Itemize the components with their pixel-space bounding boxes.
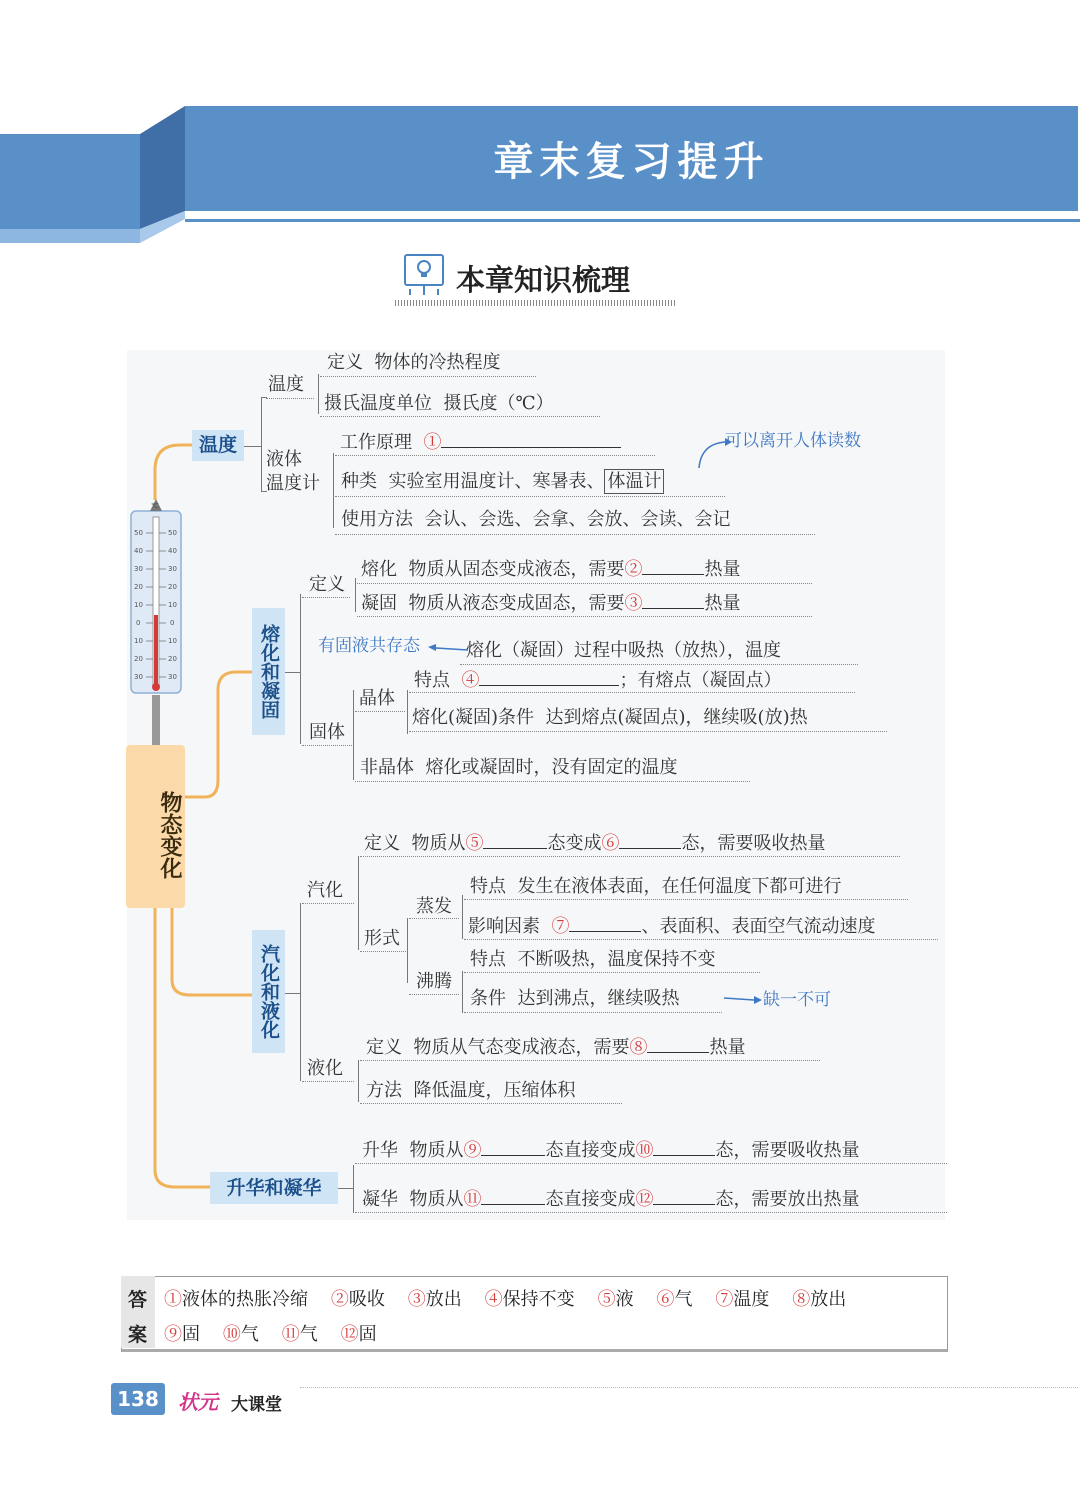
connector bbox=[353, 690, 354, 780]
thermo-tick: 40 bbox=[134, 547, 143, 555]
blank-number: ⑨ bbox=[463, 1140, 482, 1161]
divider bbox=[355, 1163, 947, 1164]
divider bbox=[360, 1060, 820, 1061]
principle-row bbox=[340, 433, 621, 452]
thermo-tick: 0 bbox=[136, 619, 141, 627]
blank-number: ⑩ bbox=[635, 1140, 654, 1161]
process-text: 熔化（凝固）过程中吸热（放热），温度 bbox=[466, 640, 781, 661]
answer-item: ⑧放出 bbox=[792, 1289, 847, 1310]
melt-label: 熔化 bbox=[361, 559, 397, 580]
divider bbox=[335, 534, 815, 535]
freeze-text: 物质从液态变成固态，需要 bbox=[408, 593, 625, 614]
thermo-tick: 10 bbox=[134, 601, 143, 609]
thermo-tick: 30 bbox=[168, 673, 177, 681]
answer-item: ④保持不变 bbox=[484, 1289, 575, 1310]
vap-def-label: 定义 bbox=[364, 833, 400, 854]
blank-number: ⑦ bbox=[551, 916, 570, 937]
dep-label: 凝华 bbox=[362, 1189, 398, 1210]
answer-item: ②吸收 bbox=[330, 1289, 385, 1310]
answer-item: ⑤液 bbox=[597, 1289, 634, 1310]
divider bbox=[355, 711, 405, 712]
def-row bbox=[327, 354, 500, 372]
divider bbox=[302, 597, 350, 598]
answer-item: ⑥气 bbox=[656, 1289, 693, 1310]
connector bbox=[338, 1188, 354, 1189]
connector bbox=[318, 374, 319, 414]
node-wendu: 温度 bbox=[268, 374, 304, 395]
divider bbox=[409, 692, 855, 693]
blank-number: ⑧ bbox=[629, 1037, 648, 1058]
page-number: 138 bbox=[111, 1383, 165, 1415]
connector bbox=[244, 446, 262, 447]
connector bbox=[358, 1060, 359, 1102]
sub-text: 态，需要吸收热量 bbox=[715, 1140, 860, 1161]
connector bbox=[462, 971, 463, 1013]
vap-def-text: 态，需要吸收热量 bbox=[681, 833, 826, 854]
types-text: 实验室用温度计、寒暑表、 bbox=[388, 471, 605, 492]
thermo-tick: 20 bbox=[134, 583, 143, 591]
answer-blank[interactable] bbox=[483, 834, 547, 849]
divider bbox=[335, 455, 655, 456]
evap-label: 蒸发 bbox=[416, 896, 452, 917]
thermo-unit: ℃ bbox=[151, 502, 159, 510]
divider bbox=[320, 376, 536, 377]
thermo-tick: 40 bbox=[168, 547, 177, 555]
dep-row bbox=[362, 1190, 859, 1209]
answers-label: 案 bbox=[128, 1324, 148, 1346]
answer-blank[interactable] bbox=[642, 560, 704, 575]
arrow-icon bbox=[724, 992, 764, 1008]
divider bbox=[360, 856, 900, 857]
connector bbox=[407, 918, 408, 983]
usage-label: 使用方法 bbox=[341, 509, 413, 530]
answer-blank[interactable] bbox=[441, 433, 621, 448]
category-sublimation: 升华和凝华 bbox=[210, 1172, 338, 1204]
brand-logo-b: 大课堂 bbox=[231, 1395, 282, 1415]
freeze-tail: 热量 bbox=[704, 593, 741, 614]
divider bbox=[464, 899, 908, 900]
answer-item: ⑪气 bbox=[281, 1324, 318, 1345]
answer-item: ⑨固 bbox=[164, 1324, 200, 1345]
category-melting: 熔化和凝固 bbox=[252, 608, 285, 735]
melt-tail: 热量 bbox=[704, 559, 741, 580]
thermo-tick: 20 bbox=[134, 655, 143, 663]
thermo-tick: 50 bbox=[134, 529, 143, 537]
blank-number: ① bbox=[423, 432, 442, 453]
answer-item: ⑫固 bbox=[340, 1324, 377, 1345]
connector bbox=[285, 672, 301, 673]
connector bbox=[261, 397, 262, 492]
answer-blank[interactable] bbox=[479, 671, 619, 686]
liq-def-label: 定义 bbox=[366, 1037, 402, 1058]
melt-text: 物质从固态变成液态，需要 bbox=[408, 559, 625, 580]
boil-cond-row bbox=[470, 990, 679, 1008]
blank-number: ② bbox=[624, 559, 643, 580]
divider bbox=[357, 616, 812, 617]
dep-text: 物质从 bbox=[409, 1189, 464, 1210]
thermo-tick: 30 bbox=[168, 565, 177, 573]
category-temperature: 温度 bbox=[192, 430, 244, 461]
amorph-text: 熔化或凝固时，没有固定的温度 bbox=[425, 757, 678, 778]
evap-feat-row bbox=[470, 878, 841, 896]
vap-def-text: 物质从 bbox=[411, 833, 466, 854]
liq-def-row bbox=[366, 1038, 745, 1057]
cond-text: 达到熔点(凝固点)，继续吸(放)热 bbox=[545, 707, 808, 728]
sub-row bbox=[362, 1141, 859, 1160]
evap-feat-text: 发生在液体表面，在任何温度下都可进行 bbox=[517, 876, 842, 897]
liq-label: 液化 bbox=[307, 1058, 343, 1079]
blank-number: ⑥ bbox=[601, 833, 620, 854]
connector bbox=[358, 856, 359, 950]
cond-label: 熔化(凝固)条件 bbox=[412, 707, 535, 728]
divider bbox=[464, 1012, 722, 1013]
freeze-row bbox=[361, 594, 740, 613]
usage-text: 会认、会选、会拿、会放、会读、会记 bbox=[424, 509, 731, 530]
thermo-tick: 50 bbox=[168, 529, 177, 537]
divider bbox=[320, 416, 600, 417]
thermo-tick: 20 bbox=[168, 655, 177, 663]
page-title: 章末复习提升 bbox=[493, 139, 770, 185]
solid-label: 固体 bbox=[309, 722, 345, 743]
vap-def-text: 态变成 bbox=[547, 833, 602, 854]
evap-factor-tail: 、表面积、表面空气流动速度 bbox=[641, 916, 876, 937]
answer-item: ⑩气 bbox=[222, 1324, 259, 1345]
amorph-row bbox=[360, 759, 677, 777]
thermo-tick: 0 bbox=[170, 619, 175, 627]
answer-blank[interactable] bbox=[481, 1190, 545, 1205]
thermo-tick: 30 bbox=[134, 673, 143, 681]
divider bbox=[409, 994, 459, 995]
arrow-icon bbox=[428, 640, 468, 656]
node-thermometer: 液体 温度计 bbox=[266, 449, 320, 494]
divider bbox=[302, 903, 354, 904]
principle-label: 工作原理 bbox=[340, 432, 412, 453]
crystal-label: 晶体 bbox=[359, 688, 395, 709]
blank-number: ⑪ bbox=[463, 1189, 482, 1210]
vap-def-row bbox=[364, 834, 825, 853]
blank-number: ⑤ bbox=[465, 833, 484, 854]
boil-cond-text: 达到沸点，继续吸热 bbox=[517, 988, 680, 1009]
blank-number: ⑫ bbox=[635, 1189, 654, 1210]
form-label: 形式 bbox=[364, 928, 400, 949]
vap-label: 汽化 bbox=[307, 880, 343, 901]
connector bbox=[285, 993, 301, 994]
boil-cond-label: 条件 bbox=[470, 988, 506, 1009]
thermometer-icon bbox=[128, 495, 184, 745]
thermo-tick: 10 bbox=[168, 637, 177, 645]
answer-blank[interactable] bbox=[653, 1141, 715, 1156]
connector bbox=[407, 690, 408, 734]
melt-row bbox=[361, 560, 740, 579]
connector bbox=[333, 453, 334, 528]
root-label: 物态变化 bbox=[157, 791, 182, 879]
divider bbox=[335, 496, 725, 497]
connector bbox=[462, 895, 463, 939]
dep-text: 态，需要放出热量 bbox=[715, 1189, 860, 1210]
root-node bbox=[126, 745, 185, 908]
divider bbox=[464, 939, 938, 940]
unit-label: 摄氏温度单位 bbox=[324, 393, 432, 414]
divider bbox=[266, 398, 314, 399]
def-text: 物体的冷热程度 bbox=[374, 352, 501, 373]
feature-tail: ；有熔点（凝固点） bbox=[619, 670, 782, 691]
section-title: 本章知识梳理 bbox=[456, 263, 631, 297]
thermo-tick: 20 bbox=[168, 583, 177, 591]
blank-number: ④ bbox=[461, 670, 480, 691]
answer-blank[interactable] bbox=[619, 834, 681, 849]
connector bbox=[353, 1165, 354, 1213]
brand-logo-a: 状元 bbox=[178, 1390, 218, 1414]
unit-text: 摄氏度（℃） bbox=[443, 393, 554, 414]
answer-item: ⑦温度 bbox=[715, 1289, 770, 1310]
thermo-tick: 30 bbox=[134, 565, 143, 573]
feature-label: 特点 bbox=[414, 670, 450, 691]
amorph-label: 非晶体 bbox=[360, 757, 414, 778]
boil-feat-text: 不断吸热，温度保持不变 bbox=[517, 949, 716, 970]
answer-blank[interactable] bbox=[569, 917, 641, 932]
divider bbox=[355, 781, 750, 782]
divider bbox=[302, 1081, 354, 1082]
footer-rule bbox=[300, 1387, 1078, 1388]
liq-def-text: 物质从气态变成液态，需要 bbox=[413, 1037, 630, 1058]
answer-blank[interactable] bbox=[481, 1141, 545, 1156]
divider bbox=[460, 664, 858, 665]
liq-method-text: 降低温度，压缩体积 bbox=[413, 1080, 576, 1101]
blank-number: ③ bbox=[624, 593, 643, 614]
boil-label: 沸腾 bbox=[416, 971, 452, 992]
answers-row-2 bbox=[164, 1320, 377, 1346]
answer-item: ③放出 bbox=[407, 1289, 462, 1310]
evap-feat-label: 特点 bbox=[470, 876, 506, 897]
divider bbox=[464, 972, 760, 973]
boil-note: 缺一不可 bbox=[763, 990, 831, 1010]
answer-blank[interactable] bbox=[642, 594, 704, 609]
types-box: 体温计 bbox=[604, 469, 664, 494]
evap-factor-row bbox=[468, 917, 875, 936]
divider bbox=[360, 951, 406, 952]
sub-text: 态直接变成 bbox=[545, 1140, 636, 1161]
thermo-tick: 10 bbox=[134, 637, 143, 645]
answer-item: ①液体的热胀冷缩 bbox=[164, 1289, 308, 1310]
divider bbox=[360, 1103, 622, 1104]
answers-row-1 bbox=[164, 1285, 846, 1311]
liq-def-tail: 热量 bbox=[709, 1037, 746, 1058]
dep-text: 态直接变成 bbox=[545, 1189, 636, 1210]
cond-row bbox=[412, 709, 808, 727]
connector bbox=[355, 578, 356, 612]
answer-blank[interactable] bbox=[647, 1038, 709, 1053]
thermo-tick: 10 bbox=[168, 601, 177, 609]
connector bbox=[300, 903, 301, 1081]
divider bbox=[357, 583, 812, 584]
divider bbox=[409, 918, 459, 919]
sub-label: 升华 bbox=[362, 1140, 398, 1161]
usage-row bbox=[341, 511, 730, 529]
liq-method-label: 方法 bbox=[366, 1080, 402, 1101]
def-label: 定义 bbox=[327, 352, 363, 373]
types-row bbox=[341, 473, 664, 491]
unit-row bbox=[324, 395, 554, 413]
category-vaporization: 汽化和液化 bbox=[252, 930, 285, 1053]
freeze-label: 凝固 bbox=[361, 593, 397, 614]
evap-factor-label: 影响因素 bbox=[468, 916, 540, 937]
types-note: 可以离开人体读数 bbox=[725, 431, 861, 451]
answers-label: 答 bbox=[128, 1289, 148, 1311]
sub-text: 物质从 bbox=[409, 1140, 464, 1161]
answer-blank[interactable] bbox=[653, 1190, 715, 1205]
boil-feat-label: 特点 bbox=[470, 949, 506, 970]
divider bbox=[355, 1212, 947, 1213]
melt-def-label: 定义 bbox=[309, 574, 345, 595]
feature-row bbox=[414, 671, 781, 690]
divider bbox=[409, 731, 887, 732]
connector bbox=[300, 594, 301, 744]
types-label: 种类 bbox=[341, 471, 377, 492]
liq-method-row bbox=[366, 1082, 575, 1100]
boil-feat-row bbox=[470, 951, 715, 969]
divider bbox=[302, 745, 352, 746]
coexist-note: 有固液共存态 bbox=[318, 636, 420, 656]
